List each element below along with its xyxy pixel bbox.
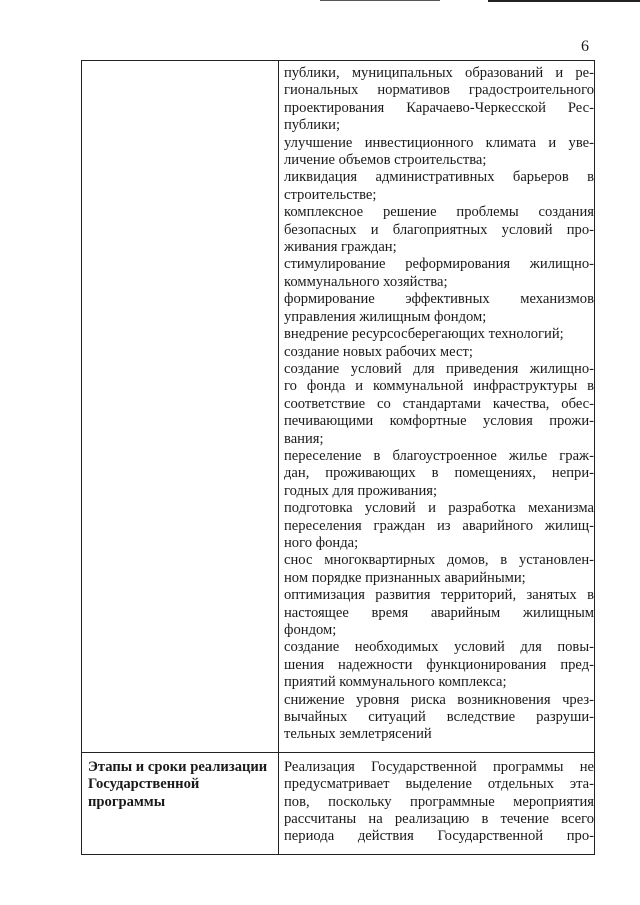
text-line: приятий коммунального комплекса;: [284, 674, 507, 691]
text-line: годных для проживания;: [284, 482, 438, 499]
text-line: коммунального хозяйства;: [284, 273, 448, 290]
text-line: строительстве;: [284, 186, 377, 203]
row1-content-cell: [279, 61, 595, 753]
text-line: предусматривает выделение отдельных эта-: [284, 776, 594, 793]
text-line: переселения граждан из аварийного жилищ-: [284, 517, 594, 534]
text-line: рассчитаны на реализацию в течение всего: [284, 811, 594, 828]
text-line: внедрение ресурсосберегающих технологий;: [284, 326, 564, 343]
text-line: стимулирование реформирования жилищно-: [284, 256, 594, 273]
text-line: го фонда и коммунальной инфраструктуры в: [284, 378, 594, 395]
text-line: управления жилищным фондом;: [284, 308, 487, 325]
table-row: [82, 61, 595, 753]
text-line: настоящее время аварийным жилищным: [284, 604, 594, 621]
text-line: ном порядке признанных аварийными;: [284, 569, 526, 586]
stages-content-cell: [279, 752, 595, 854]
text-line: печивающими комфортные условия прожи-: [284, 413, 594, 430]
text-line: Государственной: [88, 776, 200, 793]
text-line: ного фонда;: [284, 534, 359, 551]
text-line: периода действия Государственной про-: [284, 828, 594, 845]
text-line: публики, муниципальных образований и ре-: [284, 65, 594, 81]
text-line: вычайных ситуаций вследствие разруши-: [284, 709, 594, 726]
text-line: комплексное решение проблемы создания: [284, 204, 594, 221]
row1-label-cell: [82, 61, 279, 753]
text-line: публики;: [284, 117, 341, 134]
text-line: вания;: [284, 430, 324, 447]
text-line: шения надежности функционирования пред-: [284, 656, 594, 673]
text-line: снос многоквартирных домов, в установлен-: [284, 552, 594, 569]
text-line: создание новых рабочих мест;: [284, 343, 473, 360]
text-line: оптимизация развития территорий, занятых в: [284, 587, 594, 604]
text-line: Реализация Государственной программы не: [284, 758, 594, 775]
text-line: Этапы и сроки реализации: [88, 758, 268, 775]
text-line: проектирования Карачаево-Черкесской Рес-: [284, 99, 594, 116]
table-row: [82, 752, 595, 854]
text-line: тельных землетрясений: [284, 726, 432, 743]
text-line: живания граждан;: [284, 239, 397, 256]
text-line: улучшение инвестиционного климата и уве-: [284, 134, 594, 151]
page-number: 6: [581, 38, 589, 55]
text-line: безопасных и благоприятных условий про-: [284, 221, 594, 238]
scan-edge-line: [488, 0, 640, 7]
text-line: ликвидация административных барьеров в: [284, 169, 594, 186]
stages-label-cell: [82, 752, 279, 854]
text-line: создание необходимых условий для повы-: [284, 639, 594, 656]
text-line: снижение уровня риска возникновения чрез-: [284, 691, 594, 708]
text-line: соответствие со стандартами качества, обес-: [284, 395, 594, 412]
text-line: фондом;: [284, 622, 337, 638]
text-line: подготовка условий и разработка механизма: [284, 500, 594, 517]
text-line: дан, проживающих в помещениях, непри-: [284, 465, 594, 482]
text-line: пов, поскольку программные мероприятия: [284, 793, 594, 810]
scan-edge-line: [320, 0, 440, 3]
text-line: переселение в благоустроенное жилье граж-: [284, 447, 594, 464]
program-passport-table: [81, 60, 595, 855]
text-line: создание условий для приведения жилищно-: [284, 360, 594, 377]
text-line: личение объемов строительства;: [284, 152, 487, 169]
text-line: формирование эффективных механизмов: [284, 291, 594, 308]
text-line: программы: [88, 794, 166, 811]
text-line: гиональных нормативов градостроительного: [284, 82, 594, 99]
